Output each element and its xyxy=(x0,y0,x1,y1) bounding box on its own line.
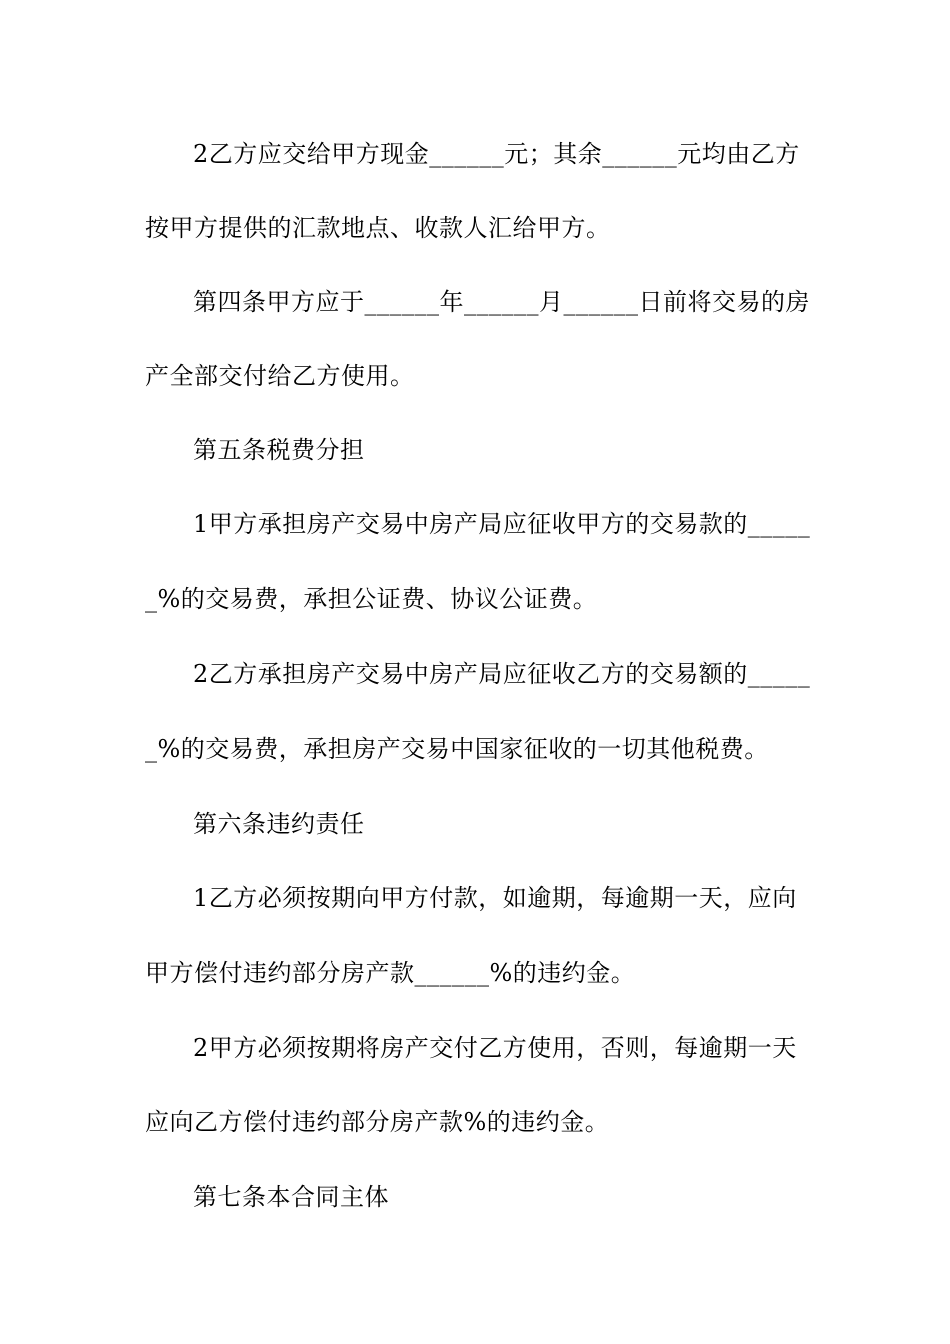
paragraph-line-6: 1甲方承担房产交易中房产局应征收甲方的交易款的_____ xyxy=(193,510,811,538)
paragraph-line-2: 按甲方提供的汇款地点、收款人汇给甲方。 xyxy=(145,214,611,242)
paragraph-line-1: 2乙方应交给甲方现金______元；其余______元均由乙方 xyxy=(193,140,800,168)
paragraph-line-4: 产全部交付给乙方使用。 xyxy=(145,362,415,390)
paragraph-line-9: _%的交易费，承担房产交易中国家征收的一切其他税费。 xyxy=(145,735,769,763)
paragraph-line-13: 2甲方必须按期将房产交付乙方使用，否则，每逾期一天 xyxy=(193,1034,797,1062)
paragraph-line-7: _%的交易费，承担公证费、协议公证费。 xyxy=(145,585,598,613)
section-heading-subject: 第七条本合同主体 xyxy=(193,1183,389,1211)
section-heading-taxes: 第五条税费分担 xyxy=(193,436,365,464)
paragraph-line-8: 2乙方承担房产交易中房产局应征收乙方的交易额的_____ xyxy=(193,660,811,688)
paragraph-line-12: 甲方偿付违约部分房产款______%的违约金。 xyxy=(145,959,636,987)
paragraph-line-11: 1乙方必须按期向甲方付款，如逾期，每逾期一天，应向 xyxy=(193,884,797,912)
section-heading-breach: 第六条违约责任 xyxy=(193,810,365,838)
paragraph-line-14: 应向乙方偿付违约部分房产款%的违约金。 xyxy=(145,1108,610,1136)
paragraph-line-3: 第四条甲方应于______年______月______日前将交易的房 xyxy=(193,288,810,316)
